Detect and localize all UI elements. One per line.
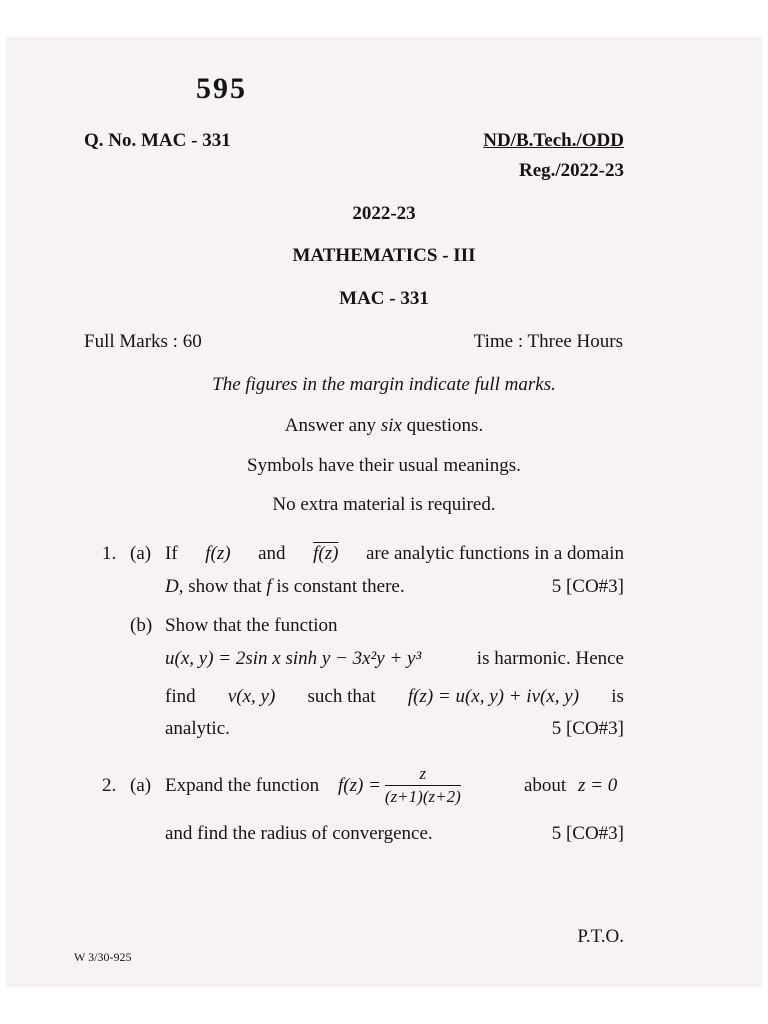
please-turn-over: P.T.O.	[577, 926, 624, 947]
q1b-line2: u(x, y) = 2sin x sinh y − 3x²y + y³ is harmonic. Hence	[165, 648, 624, 669]
question-number: Q. No. MAC - 331	[84, 130, 231, 151]
question-1-number: 1.	[102, 543, 117, 564]
material-note: No extra material is required.	[272, 494, 496, 515]
q1b-line4: analytic.	[165, 718, 230, 739]
q2a-about: about	[524, 775, 567, 796]
registration-year: Reg./2022-23	[518, 160, 624, 181]
symbols-note: Symbols have their usual meanings.	[247, 455, 521, 476]
question-2-number: 2.	[102, 775, 117, 796]
q1a-label: (a)	[130, 543, 152, 564]
q1a-line1: If f(z) and f(z) are analytic functions in a domain	[165, 543, 624, 564]
q1b-line1: Show that the function	[165, 615, 338, 636]
time-allowed: Time : Three Hours	[473, 331, 623, 352]
answer-instruction: Answer any six questions.	[284, 415, 484, 436]
q1b-line3: find v(x, y) such that f(z) = u(x, y) + iv(x, y) is	[165, 686, 624, 707]
course-name: ND/B.Tech./ODD	[483, 130, 624, 151]
q1b-marks: 5 [CO#3]	[551, 718, 624, 739]
fraction: $\frac{z}{(z+1)(z+2)}$	[384, 764, 461, 806]
q2a-text: Expand the function	[165, 775, 320, 796]
q2a-point: z = 0	[578, 775, 618, 796]
q1a-marks: 5 [CO#3]	[551, 576, 624, 597]
full-marks: Full Marks : 60	[84, 331, 202, 352]
subject-title: MATHEMATICS - III	[292, 245, 476, 266]
q2a-marks: 5 [CO#3]	[551, 823, 624, 844]
margin-note: The figures in the margin indicate full marks.	[212, 374, 556, 395]
paper-code: 595	[196, 72, 247, 105]
q2a-formula: f(z) = $\frac{z}{(z+1)(z+2)}$	[338, 764, 461, 806]
q2a-line2: and find the radius of convergence.	[165, 823, 433, 844]
q1b-label: (b)	[130, 615, 153, 636]
q2a-label: (a)	[130, 775, 152, 796]
session-year: 2022-23	[352, 203, 416, 224]
subject-code: MAC - 331	[339, 288, 429, 309]
print-code: W 3/30-925	[74, 950, 132, 964]
q1a-line2: D, show that f is constant there.	[165, 576, 405, 597]
